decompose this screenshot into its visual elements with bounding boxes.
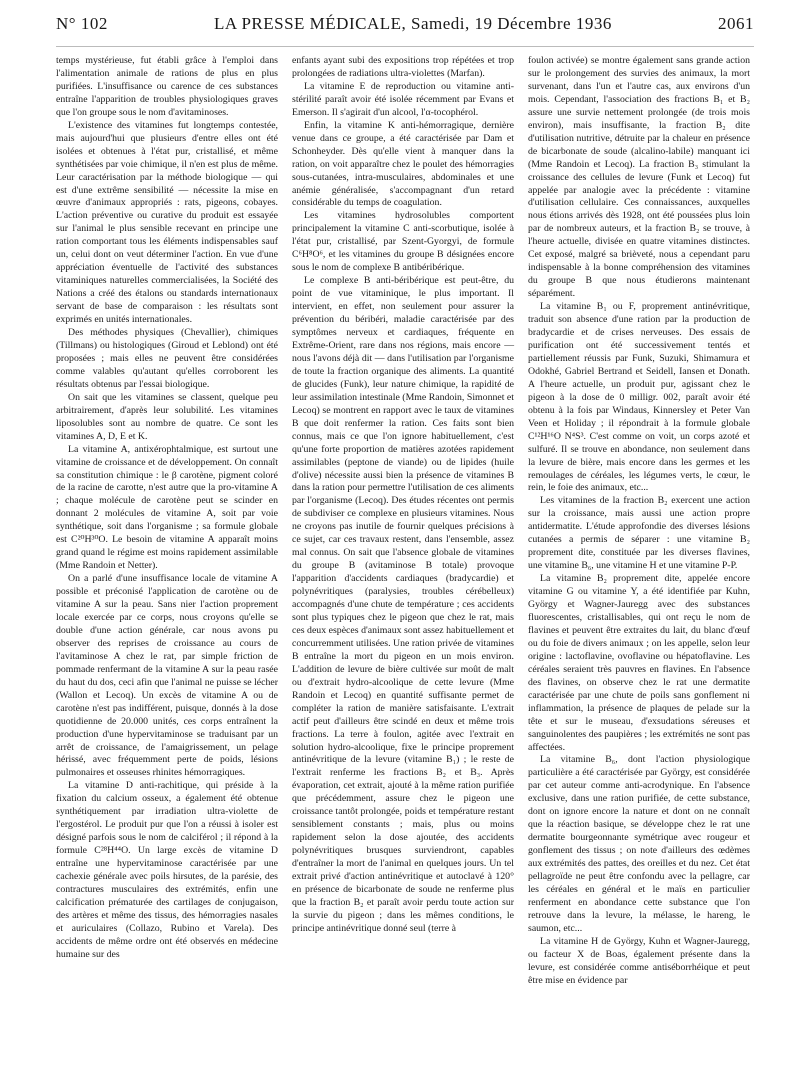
paragraph: La vitamine B₁ ou F, proprement antinévritique, traduit son absence d'une ration par la production de bradycardie et de crises nerveuses. Des essais de purification ont été successivement tentés et partiellement réussis par Funk, Suzuki, Shimamura et Odokhé, Gabriel Bertrand et Seidell, Iansen et Donath. A l'heure actuelle, un produit pur, agissant chez le pigeon à la dose de 0 milligr. 002, paraît avoir été obtenu à la fois par Windaus, Kinnersley et Peter Van Veen et Holiday ; il répondrait à la formule globale C¹²H¹⁶O N⁴S³. C'est comme on voit, un corps azoté et sulfuré. Il se trouve en abondance, non seulement dans la levure de bière, mais encore dans les germes et les remoulages de céréales, les légumes verts, le cœur, le rein, le foie des animaux, etc... [528, 301, 750, 494]
issue-number: N° 102 [56, 14, 108, 33]
paragraph: La vitamine A, antixérophtalmique, est surtout une vitamine de croissance et de développement. On connaît sa constitution chimique : le β carotène, pigment coloré de la racine de carotte, n'est autre que la pro-vitamine A ; chaque molécule de carotène peut se scinder en donnant 2 molécules de vitamine A, soit par voie synthétique, soit dans l'organisme ; sa formule globale est C²⁰H³⁰O. Le besoin de vitamine A apparaît moins grand quand le régime est moins rapidement assimilable (Mme Randoin et Netter). [56, 443, 278, 572]
paragraph: Les vitamines hydrosolubles comportent principalement la vitamine C anti-scorbutique, isolée à l'état pur, cristallisé, par Szent-Gyorgyi, de formule C⁶H⁸O⁶, et les vitamines du groupe B désignées encore sous le nom de complexe B antibéribérique. [292, 210, 514, 274]
column-2 [292, 55, 514, 988]
paragraph: foulon activée) se montre également sans grande action sur le prolongement des survies des animaux, la mort survenant, dans l'un et l'autre cas, aux environs d'un mois. Cependant, l'association des fractions B₁ et B₂ assure une survie nettement prolongée (de trois mois environ), mais insuffisante, la fraction B₂ dite d'utilisation nutritive, détruite par la chaleur en présence de bicarbonate de soude (alcalino-labile) manquant ici (Mme Randoin et Lecoq). La fraction B₃ stimulant la croissance des cellules de levure (Funk et Lecoq) fut appelée par analogie avec la précédente : vitamine d'utilisation cellulaire. Ces connaissances, auxquelles nous étions arrivés dès 1928, ont été poussées plus loin par de nombreux auteurs, et la fraction B₂ se trouve, à l'heure actuelle, divisée en quatre vitamines distinctes. Cet exposé, malgré sa brièveté, nous a cependant paru indispensable à la bonne compréhension des vitamines du groupe B que nous étudierons maintenant séparément. [528, 55, 750, 300]
page-number: 2061 [718, 14, 754, 33]
page-header [56, 14, 754, 47]
column-1 [56, 55, 278, 988]
paragraph: On a parlé d'une insuffisance locale de vitamine A possible et préconisé l'application de carotène ou de vitamine A sur la peau. Sans nier l'action proprement locale exercée par ce corps, nous croyons qu'elle se double d'une action générale, car nous avons pu observer des reprises de croissance au cours de l'avitaminose A chez le rat, par simple friction de pommade renfermant de la vitamine A sur la peau rasée du haut du dos, ceci afin que l'animal ne puisse se lécher (Wallon et Lecoq). Un excès de vitamine A ou de carotène n'est pas indifférent, puisque, donnés à la dose quotidienne de 20.000 unités, ces corps entraînent la production d'une hypervitaminose se traduisant par un arrêt de croissance, de l'amaigrissement, un pelage hérissé, avec fréquemment perte de poids, lésions pulmonaires et osseuses rhinites hémorragiques. [56, 573, 278, 779]
paragraph: Le complexe B anti-béribérique est peut-être, du point de vue vitaminique, le plus important. Il intervient, en effet, non seulement pour assurer la prévention du béribéri, maladie caractérisée par des symptômes nerveux et cardiaques, fréquente en Extrême-Orient, rare dans nos régions, mais encore — nous l'avons déjà dit — dans l'utilisation par l'organisme de toute la fraction organique des aliments. La quantité de glucides (Funk), leur nature chimique, la rapidité de leur assimilation intestinale (Mme Randoin, Simonnet et Lecoq) se montrent en rapport avec le taux de vitamines B que doit renfermer la ration. Ces faits sont bien connus, mais ce que l'on ignore habituellement, c'est qu'une forte proportion de matières azotées rapidement assimilables (peptone de viande) ou de lipides (huile d'olive) nécessite aussi bien la présence de vitamines B dans la ration pour permettre l'utilisation de ces aliments par l'organisme (Lecoq). Des études récentes ont permis de subdiviser ce complexe en plusieurs vitamines. Nous ne croyons pas inutile de fournir quelques précisions à ce sujet, car ces travaux restent, dans l'ensemble, assez mal connus. On sait que l'absence globale de vitamines du groupe B (avitaminose B totale) provoque l'apparition d'accidents cardiaques (bradycardie) et polynévritiques (paralysies, troubles cérébelleux) accompagnés d'une chute de température ; ces accidents sont plus typiques chez le pigeon que chez le rat, mais ces deux espèces d'animaux sont assez habituellement et concurremment utilisées. Une ration privée de vitamines B entraîne la mort du pigeon en un mois environ. L'addition de levure de bière cultivée sur moût de malt ou d'extrait hydro-alcoolique de cette levure (Mme Randoin et Lecoq) en quantité suffisante permet de compléter la ration de manière satisfaisante. L'extrait actif peut d'ailleurs être scindé en deux et même trois fractions. La terre à foulon, agitée avec l'extrait en solution hydro-alcoolique, fixe le principe proprement antinévritique de la levure (vitamine B₁) ; le reste de l'extrait renferme les fractions B₂ et B₃. Après évaporation, cet extrait, ajouté à la même ration purifiée que précédemment, assure chez le pigeon une croissance tantôt prolongée, poids et température restant sensiblement constants ; mais, plus ou moins rapidement selon la dose ajoutée, des accidents polynévritiques brusques surviendront, capables d'entraîner la mort de l'animal en quelques jours. Un tel extrait privé d'action antinévritique et autoclavé à 120° en présence de bicarbonate de soude ne renferme plus que la fraction B₂ et paraît avoir perdu toute action sur la survie du pigeon ; dans les mêmes conditions, le principe antinévritique donné seul (terre à [292, 275, 514, 934]
paragraph: La vitamine D anti-rachitique, qui préside à la fixation du calcium osseux, a également été obtenue synthétiquement par irradiation ultra-violette de l'ergostérol. Le produit pur que l'on a réussi à isoler est désigné parfois sous le nom de calciférol ; il répond à la formule C²⁸H⁴⁴O. Un large excès de vitamine D entraîne une hypervitaminose caractérisée par une cachexie générale avec poils hirsutes, de la parésie, des contractures musculaires des extrémités, enfin une calcification prématurée des cartilages de conjugaison, des artères et même des tissus, des hémorragies nasales et auriculaires (Collazo, Rubino et Varela). Des accidents de même ordre ont été observés en médecine humaine sur des [56, 780, 278, 960]
paragraph: La vitamine H de György, Kuhn et Wagner-Jauregg, ou facteur X de Boas, également présente dans la levure, est considérée comme antiséborrhéique et peut être mise en évidence par [528, 935, 750, 986]
text-columns [56, 55, 754, 988]
paragraph: La vitamine B₂ proprement dite, appelée encore vitamine G ou vitamine Y, a été identifiée par Kuhn, György et Wagner-Jauregg avec des substances fluorescentes, cristallisables, qui ont reçu le nom de flavines et peuvent être extraites du lait, du blanc d'œuf ou du foie de divers animaux ; on les appelle, selon leur origine : lactoflavine, ovoflavine ou hépatoflavine. Les céréales seraient très pauvres en flavines. En l'absence des flavines, on observe chez le rat une dermatite caractérisée par une chute de poils sans gonflement ni inflammation, la présence de plaques de pelade sur la tête et sur le museau, d'exsudations séreuses et sanguinolentes des paupières ; les extrémités ne sont pas affectées. [528, 573, 750, 753]
paragraph: On sait que les vitamines se classent, quelque peu arbitrairement, d'après leur solubilité. Les vitamines liposolubles sont au nombre de quatre. Ce sont les vitamines A, D, E et K. [56, 391, 278, 442]
paragraph: enfants ayant subi des expositions trop répétées et trop prolongées de radiations ultra-violettes (Marfan). [292, 55, 514, 79]
paragraph: temps mystérieuse, fut établi grâce à l'emploi dans l'alimentation animale de rations de plus en plus purifiées. L'insuffisance ou carence de ces substances entraîne l'apparition de troubles physiologiques graves que l'on groupe sous le nom d'avitaminoses. [56, 55, 278, 118]
paragraph: Enfin, la vitamine K anti-hémorragique, dernière venue dans ce groupe, a été caractérisée par Dam et Schonheyder. Dès qu'elle vient à manquer dans la ration, on voit apparaître chez le poulet des hémorragies sous-cutanées, intra-musculaires, abdominales et une anémie généralisée, s'accompagnant d'un retard considérable du temps de coagulation. [292, 119, 514, 209]
paragraph: La vitamine B₆, dont l'action physiologique particulière a été caractérisée par György, est considérée par cet auteur comme anti-acrodynique. En l'absence exclusive, dans une ration purifiée, de cette substance, dont on ignore encore la nature et dont on ne connaît que la réaction basique, se développe chez le rat une dermatite bourgeonnante symétrique avec rougeur et gonflement des tissus ; on note d'ailleurs des œdèmes aux extrémités des pattes, des oreilles et du nez. Cet état pellagroïde ne peut être confondu avec la pellagre, car les céréales en général et le maïs en particulier renferment en abondance cette substance que l'on retrouve dans la levure, la mélasse, le hareng, le saumon, etc... [528, 754, 750, 934]
column-3 [528, 55, 750, 988]
paragraph: Les vitamines de la fraction B₂ exercent une action sur la croissance, mais aussi une action propre antidermatite. L'étude approfondie des diverses lésions cutanées a permis de séparer : une vitamine B₂ proprement dite, constituée par les diverses flavines, une vitamine B₆, une vitamine H et une vitamine P-P. [528, 495, 750, 572]
paragraph: La vitamine E de reproduction ou vitamine anti-stérilité paraît avoir été isolée récemment par Evans et Emerson. Il s'agirait d'un alcool, l'α-tocophérol. [292, 80, 514, 118]
paragraph: L'existence des vitamines fut longtemps contestée, mais aujourd'hui que plusieurs d'entre elles ont été isolées et obtenues à l'état pur, cristallisé, et même synthétisées par voie chimique, il n'en est plus de même. Leur caractérisation par la méthode biologique — qui est d'une extrême sensibilité — nécessite la mise en œuvre d'animaux appropriés : rats, pigeons, cobayes. L'action préventive ou curative du produit est essayée sur l'animal le plus sensible recevant en principe une ration comportant tous les éléments indispensables sauf un, celui dont on veut déterminer l'action. En vue d'une appréciation éventuelle de l'activité des substances vitaminiques naturelles commercialisées, la Société des Nations a créé des étalons ou standards internationaux servant de base de comparaison : les résultats sont exprimés en unités internationales. [56, 119, 278, 326]
paragraph: Des méthodes physiques (Chevallier), chimiques (Tillmans) ou histologiques (Giroud et Leblond) ont été proposées ; mais elles ne peuvent être considérées comme valables qu'autant qu'elles corroborent les résultats obtenus par l'essai biologique. [56, 327, 278, 390]
journal-title: LA PRESSE MÉDICALE, Samedi, 19 Décembre 1936 [213, 14, 612, 33]
